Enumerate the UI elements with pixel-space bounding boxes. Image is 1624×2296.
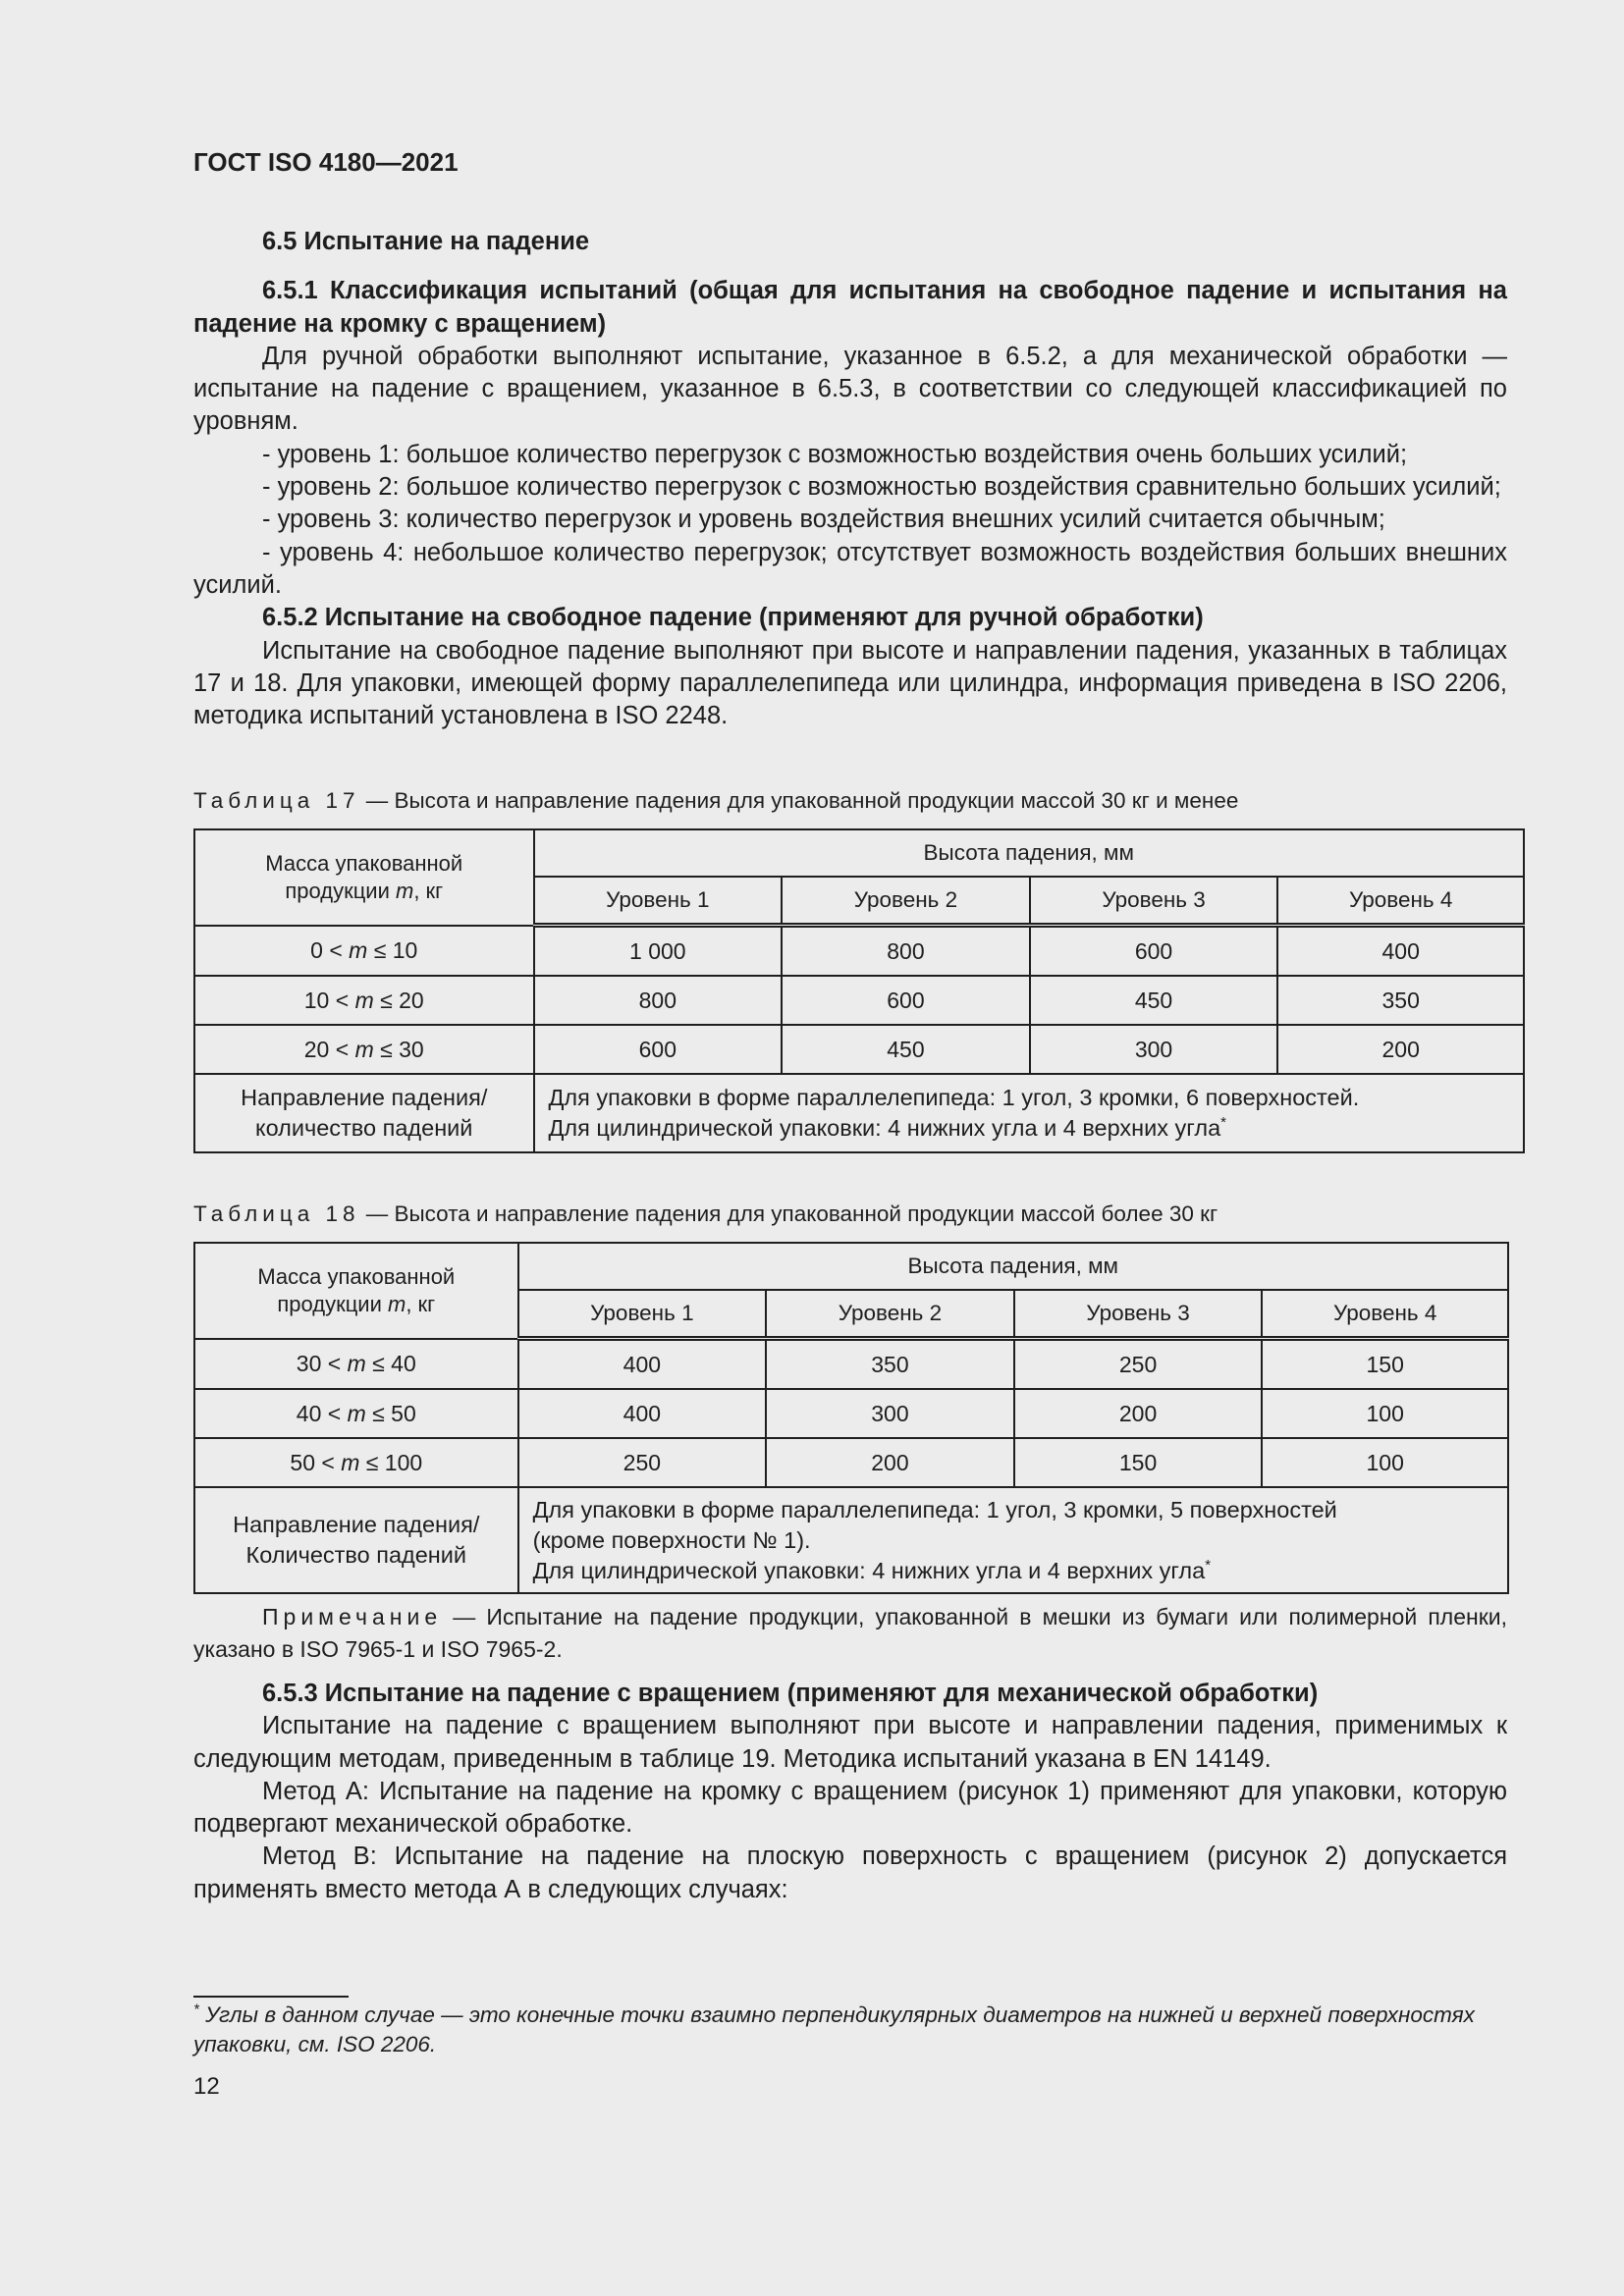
section-6-5-2-title: 6.5.2 Испытание на свободное падение (применяют для ручной обработки) bbox=[262, 604, 1204, 632]
value-cell: 100 bbox=[1262, 1389, 1508, 1438]
mass-range-cell: 0 < m ≤ 10 bbox=[194, 926, 534, 977]
mass-header-cell bbox=[194, 829, 534, 926]
level-3-header: Уровень 3 bbox=[1014, 1290, 1263, 1339]
level-4-header: Уровень 4 bbox=[1277, 877, 1524, 926]
table-header-row bbox=[194, 829, 1524, 877]
height-header-cell: Высота падения, мм bbox=[518, 1243, 1508, 1290]
mass-range-cell: 20 < m ≤ 30 bbox=[194, 1025, 534, 1074]
table-18 bbox=[193, 1242, 1509, 1594]
value-cell: 150 bbox=[1262, 1339, 1508, 1390]
mass-range-cell: 30 < m ≤ 40 bbox=[194, 1339, 518, 1390]
table-18-caption-label: Таблица 18 bbox=[193, 1201, 360, 1226]
value-cell: 400 bbox=[518, 1339, 767, 1390]
level-3-item: - уровень 3: количество перегрузок и уровень воздействия внешних усилий считается обычным; bbox=[262, 506, 1385, 534]
table-row bbox=[194, 926, 1524, 977]
table-row bbox=[194, 1389, 1508, 1438]
direction-row bbox=[194, 1074, 1524, 1152]
table-note bbox=[193, 1601, 1507, 1666]
mass-unit: , кг bbox=[413, 878, 444, 903]
section-6-5-1-title: 6.5.1 Классификация испытаний (общая для испытания на свободное падение и испытания на падение на кромку с вращением) bbox=[193, 277, 1507, 338]
value-cell: 350 bbox=[766, 1339, 1014, 1390]
footnote-marker: * bbox=[193, 2001, 199, 2018]
level-4-item: - уровень 4: небольшое количество перегрузок; отсутствует возможность воздействия больших внешних усилий. bbox=[193, 538, 1507, 599]
section-6-5-3-text bbox=[193, 1678, 1507, 1906]
value-cell: 600 bbox=[534, 1025, 783, 1074]
section-6-5-3-paragraph: Испытание на падение с вращением выполняют при высоте и направлении падения, применимых к следующим методам, приведенным в таблице 19. Методика испытаний указана в EN 14149. bbox=[193, 1712, 1507, 1773]
table-17-caption bbox=[193, 788, 1238, 814]
value-cell: 400 bbox=[518, 1389, 767, 1438]
table-17 bbox=[193, 828, 1525, 1153]
table-18-caption bbox=[193, 1201, 1218, 1227]
value-cell: 800 bbox=[534, 976, 783, 1025]
direction-label-cell: Направление падения/ количество падений bbox=[194, 1074, 534, 1152]
mass-header-line-2: продукции bbox=[285, 878, 396, 903]
direction-text-cell: Для упаковки в форме параллелепипеда: 1 угол, 3 кромки, 6 поверхностей. Для цилиндрической упаковки: 4 нижних угла и 4 верхних угла* bbox=[534, 1074, 1524, 1152]
direction-text-cell: Для упаковки в форме параллелепипеда: 1 угол, 3 кромки, 5 поверхностей (кроме поверхности № 1). Для цилиндрической упаковки: 4 нижних угла и 4 верхних угла* bbox=[518, 1487, 1508, 1593]
value-cell: 600 bbox=[782, 976, 1030, 1025]
footnote-divider bbox=[193, 1996, 349, 1998]
value-cell: 1 000 bbox=[534, 926, 783, 977]
mass-symbol: m bbox=[395, 878, 414, 903]
page-number: 12 bbox=[193, 2073, 220, 2100]
table-row bbox=[194, 1438, 1508, 1487]
footnote bbox=[193, 2001, 1507, 2059]
level-4-header: Уровень 4 bbox=[1262, 1290, 1508, 1339]
table-row bbox=[194, 976, 1524, 1025]
value-cell: 300 bbox=[1030, 1025, 1278, 1074]
section-6-5-text bbox=[193, 226, 1507, 732]
value-cell: 600 bbox=[1030, 926, 1278, 977]
table-header-row bbox=[194, 1243, 1508, 1290]
footnote-marker: * bbox=[1205, 1556, 1212, 1574]
method-b-paragraph: Метод В: Испытание на падение на плоскую поверхность с вращением (рисунок 2) допускается применять вместо метода А в следующих случаях: bbox=[193, 1842, 1507, 1903]
section-6-5-3-title: 6.5.3 Испытание на падение с вращением (применяют для механической обработки) bbox=[262, 1680, 1319, 1707]
footnote-marker: * bbox=[1220, 1114, 1226, 1132]
value-cell: 800 bbox=[782, 926, 1030, 977]
table-17-caption-label: Таблица 17 bbox=[193, 788, 360, 813]
section-6-5-title: 6.5 Испытание на падение bbox=[262, 228, 590, 255]
mass-range-cell: 40 < m ≤ 50 bbox=[194, 1389, 518, 1438]
level-2-header: Уровень 2 bbox=[782, 877, 1030, 926]
note-text: — Испытание на падение продукции, упакованной в мешки из бумаги или полимерной пленки, указано в ISO 7965-1 и ISO 7965-2. bbox=[193, 1604, 1507, 1662]
method-a-paragraph: Метод А: Испытание на падение на кромку с вращением (рисунок 1) применяют для упаковки, которую подвергают механической обработке. bbox=[193, 1777, 1507, 1839]
direction-row bbox=[194, 1487, 1508, 1593]
mass-range-cell: 50 < m ≤ 100 bbox=[194, 1438, 518, 1487]
footnote-text: Углы в данном случае — это конечные точки взаимно перпендикулярных диаметров на нижней и верхней поверхностях упаковки, см. ISO 2206. bbox=[193, 2002, 1475, 2056]
value-cell: 100 bbox=[1262, 1438, 1508, 1487]
value-cell: 200 bbox=[1014, 1389, 1263, 1438]
mass-header-line-2: продукции bbox=[277, 1291, 388, 1316]
value-cell: 450 bbox=[1030, 976, 1278, 1025]
level-2-header: Уровень 2 bbox=[766, 1290, 1014, 1339]
value-cell: 250 bbox=[1014, 1339, 1263, 1390]
mass-header-line-1: Масса упакованной bbox=[265, 850, 463, 876]
mass-symbol: m bbox=[388, 1291, 406, 1316]
mass-range-cell: 10 < m ≤ 20 bbox=[194, 976, 534, 1025]
table-row bbox=[194, 1025, 1524, 1074]
section-6-5-1-paragraph: Для ручной обработки выполняют испытание, указанное в 6.5.2, а для механической обработки — испытание на падение с вращением, указанное в 6.5.3, в соответствии со следующей классификацией по уровням. bbox=[193, 342, 1507, 436]
value-cell: 300 bbox=[766, 1389, 1014, 1438]
level-1-item: - уровень 1: большое количество перегрузок с возможностью воздействия очень больших усилий; bbox=[262, 440, 1408, 468]
document-header: ГОСТ ISO 4180—2021 bbox=[193, 147, 459, 177]
level-1-header: Уровень 1 bbox=[518, 1290, 767, 1339]
value-cell: 200 bbox=[1277, 1025, 1524, 1074]
value-cell: 250 bbox=[518, 1438, 767, 1487]
table-18-caption-text: — Высота и направление падения для упакованной продукции массой более 30 кг bbox=[359, 1201, 1218, 1226]
table-17-caption-text: — Высота и направление падения для упакованной продукции массой 30 кг и менее bbox=[359, 788, 1239, 813]
mass-header-line-1: Масса упакованной bbox=[257, 1263, 456, 1289]
direction-label-cell: Направление падения/ Количество падений bbox=[194, 1487, 518, 1593]
section-6-5-2-paragraph: Испытание на свободное падение выполняют при высоте и направлении падения, указанных в таблицах 17 и 18. Для упаковки, имеющей форму параллелепипеда или цилиндра, информация приведена в ISO 2206, методика испытаний установлена в ISO 2248. bbox=[193, 636, 1507, 730]
mass-header-cell bbox=[194, 1243, 518, 1339]
level-2-item: - уровень 2: большое количество перегрузок с возможностью воздействия сравнительно больших усилий; bbox=[262, 473, 1501, 502]
mass-unit: , кг bbox=[406, 1291, 436, 1316]
note-label: Примечание bbox=[262, 1604, 443, 1629]
value-cell: 450 bbox=[782, 1025, 1030, 1074]
value-cell: 400 bbox=[1277, 926, 1524, 977]
level-1-header: Уровень 1 bbox=[534, 877, 783, 926]
value-cell: 350 bbox=[1277, 976, 1524, 1025]
value-cell: 150 bbox=[1014, 1438, 1263, 1487]
table-row bbox=[194, 1339, 1508, 1390]
height-header-cell: Высота падения, мм bbox=[534, 829, 1524, 877]
level-3-header: Уровень 3 bbox=[1030, 877, 1278, 926]
value-cell: 200 bbox=[766, 1438, 1014, 1487]
